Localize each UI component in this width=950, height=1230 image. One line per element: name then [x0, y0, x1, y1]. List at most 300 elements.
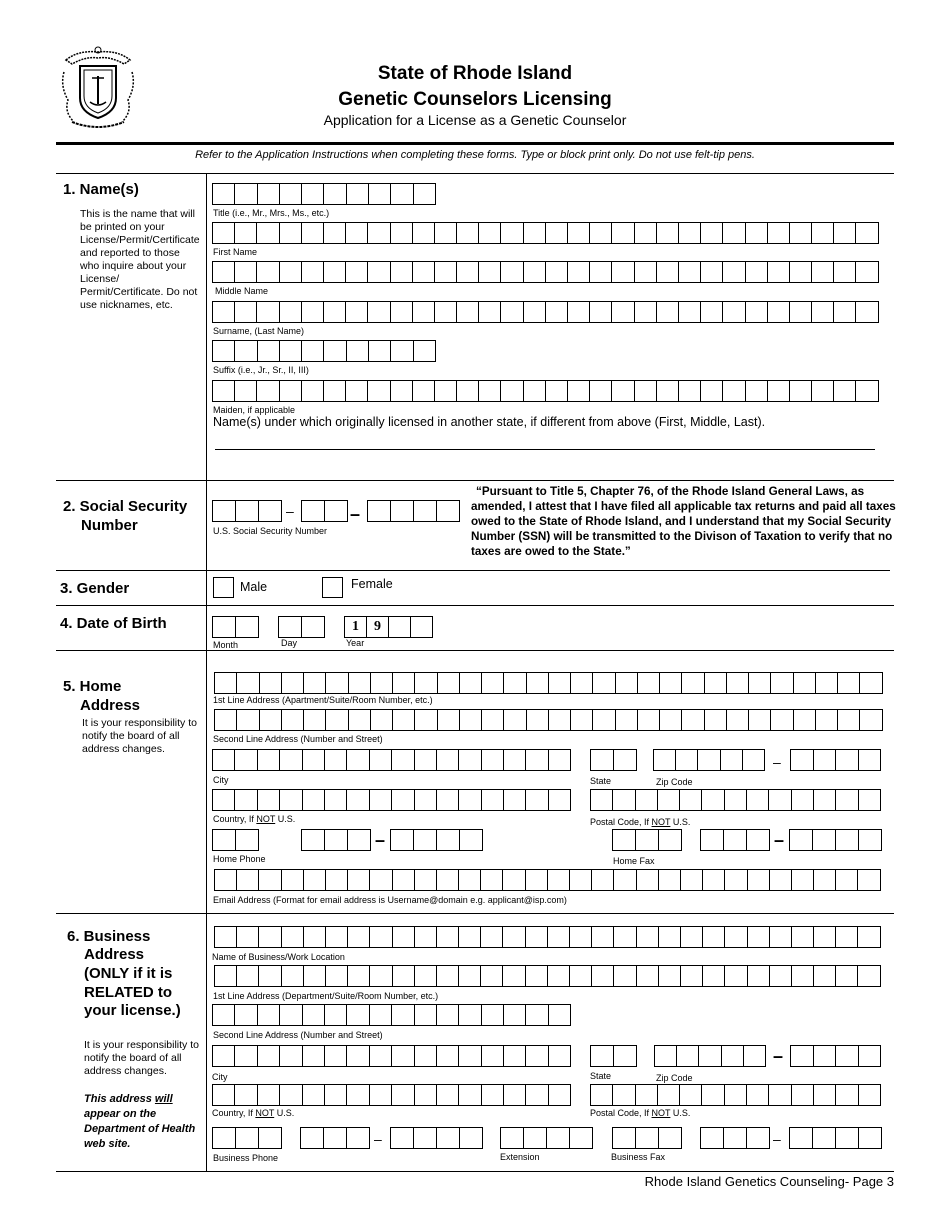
input-box[interactable] [324, 1045, 347, 1067]
input-box[interactable] [458, 1084, 481, 1106]
input-box[interactable] [235, 616, 259, 638]
input-box[interactable] [324, 1004, 347, 1026]
input-box[interactable] [234, 380, 257, 402]
input-box[interactable] [835, 1045, 859, 1067]
input-box[interactable] [700, 829, 724, 851]
input-box[interactable] [656, 301, 679, 323]
home-phone-line-input[interactable] [390, 829, 483, 851]
input-box[interactable] [612, 1127, 636, 1149]
input-box[interactable] [745, 301, 768, 323]
input-box[interactable] [548, 789, 571, 811]
input-box[interactable] [523, 380, 546, 402]
input-box[interactable] [234, 1084, 257, 1106]
input-box[interactable] [525, 1084, 548, 1106]
input-box[interactable] [547, 869, 570, 891]
input-box[interactable] [611, 261, 634, 283]
input-box[interactable] [793, 709, 816, 731]
input-box[interactable] [456, 261, 479, 283]
input-box[interactable] [480, 869, 503, 891]
input-box[interactable] [635, 829, 659, 851]
business-phone-line-input[interactable] [390, 1127, 483, 1149]
input-box[interactable] [234, 261, 257, 283]
input-box[interactable] [390, 222, 413, 244]
input-box[interactable] [279, 1084, 302, 1106]
input-box[interactable] [324, 789, 347, 811]
input-box[interactable] [813, 1045, 837, 1067]
input-box[interactable] [212, 829, 236, 851]
input-box[interactable] [833, 380, 856, 402]
input-box[interactable] [281, 926, 304, 948]
input-box[interactable] [835, 789, 858, 811]
input-box[interactable] [436, 829, 460, 851]
input-box[interactable] [589, 261, 612, 283]
input-box[interactable] [769, 965, 792, 987]
input-box[interactable] [723, 1127, 747, 1149]
input-box[interactable] [813, 965, 836, 987]
input-box[interactable] [436, 749, 459, 771]
input-box[interactable] [303, 965, 326, 987]
input-box[interactable] [301, 616, 325, 638]
business-city-input[interactable] [212, 1045, 571, 1067]
input-box[interactable] [413, 829, 437, 851]
input-box[interactable] [212, 500, 236, 522]
input-box[interactable] [258, 869, 281, 891]
input-box[interactable] [324, 1084, 347, 1106]
business-phone-prefix-input[interactable] [300, 1127, 370, 1149]
input-box[interactable] [458, 789, 481, 811]
input-box[interactable] [789, 1127, 813, 1149]
input-box[interactable] [369, 1084, 392, 1106]
input-box[interactable] [324, 829, 348, 851]
input-box[interactable] [681, 709, 704, 731]
input-box[interactable] [257, 749, 280, 771]
input-box[interactable] [545, 222, 568, 244]
input-box[interactable] [523, 1127, 547, 1149]
input-box[interactable] [302, 1045, 325, 1067]
input-box[interactable] [281, 709, 304, 731]
input-box[interactable] [323, 261, 346, 283]
input-box[interactable] [545, 261, 568, 283]
input-box[interactable] [214, 965, 237, 987]
input-box[interactable] [279, 222, 302, 244]
input-box[interactable] [502, 965, 525, 987]
input-box[interactable] [590, 749, 614, 771]
input-box[interactable] [679, 1084, 702, 1106]
input-box[interactable] [481, 789, 504, 811]
input-box[interactable] [567, 301, 590, 323]
input-box[interactable] [436, 1127, 460, 1149]
birth-month-input[interactable] [212, 616, 259, 638]
input-box[interactable] [653, 749, 676, 771]
input-box[interactable] [525, 965, 548, 987]
business-line1-input[interactable] [214, 965, 881, 987]
input-box[interactable] [858, 829, 882, 851]
input-box[interactable] [369, 789, 392, 811]
input-box[interactable] [657, 1084, 680, 1106]
input-box[interactable] [348, 672, 371, 694]
input-box[interactable] [636, 926, 659, 948]
input-box[interactable] [478, 222, 501, 244]
input-box[interactable] [811, 261, 834, 283]
input-box[interactable] [767, 301, 790, 323]
input-box[interactable] [590, 1084, 613, 1106]
input-box[interactable] [634, 261, 657, 283]
input-box[interactable] [346, 789, 369, 811]
first-name-input[interactable] [212, 222, 879, 244]
input-box[interactable] [742, 749, 765, 771]
input-box[interactable] [678, 261, 701, 283]
input-box[interactable] [212, 301, 235, 323]
input-box[interactable] [791, 926, 814, 948]
input-box[interactable] [212, 380, 235, 402]
input-box[interactable] [835, 1127, 859, 1149]
input-box[interactable] [833, 222, 856, 244]
input-box[interactable] [700, 261, 723, 283]
input-box[interactable] [392, 965, 415, 987]
input-box[interactable] [858, 1084, 881, 1106]
input-box[interactable] [392, 672, 415, 694]
business-fax-line-input[interactable] [789, 1127, 882, 1149]
input-box[interactable] [590, 789, 613, 811]
home-country-input[interactable] [212, 789, 571, 811]
input-box[interactable] [390, 301, 413, 323]
input-box[interactable] [745, 380, 768, 402]
input-box[interactable] [679, 789, 702, 811]
input-box[interactable] [214, 672, 237, 694]
input-box[interactable] [658, 829, 682, 851]
input-box[interactable] [523, 261, 546, 283]
input-box[interactable] [634, 222, 657, 244]
input-box[interactable] [390, 380, 413, 402]
input-box[interactable] [526, 672, 549, 694]
input-box[interactable] [659, 709, 682, 731]
input-box[interactable] [790, 1045, 814, 1067]
input-box[interactable] [458, 869, 481, 891]
input-box[interactable] [323, 380, 346, 402]
input-box[interactable] [702, 926, 725, 948]
home-line2-input[interactable] [214, 709, 883, 731]
input-box[interactable] [279, 261, 302, 283]
input-box[interactable] [214, 709, 237, 731]
input-box[interactable] [611, 301, 634, 323]
input-box[interactable] [722, 380, 745, 402]
input-box[interactable] [212, 1004, 235, 1026]
input-box[interactable] [654, 1045, 677, 1067]
input-box[interactable] [701, 789, 724, 811]
input-box[interactable] [258, 1127, 282, 1149]
input-box[interactable] [212, 1084, 235, 1106]
input-box[interactable] [301, 261, 324, 283]
input-box[interactable] [281, 869, 304, 891]
input-box[interactable] [302, 1004, 325, 1026]
input-box[interactable] [857, 869, 880, 891]
input-box[interactable] [747, 926, 770, 948]
input-box[interactable] [813, 1084, 836, 1106]
input-box[interactable] [770, 709, 793, 731]
business-postal-input[interactable] [590, 1084, 881, 1106]
input-box[interactable] [256, 301, 279, 323]
input-box[interactable] [459, 672, 482, 694]
input-box[interactable] [835, 829, 859, 851]
input-box[interactable] [414, 926, 437, 948]
input-box[interactable] [567, 380, 590, 402]
input-box[interactable] [545, 380, 568, 402]
input-box[interactable] [212, 222, 235, 244]
input-box[interactable] [456, 222, 479, 244]
input-box[interactable] [698, 1045, 721, 1067]
input-box[interactable] [258, 965, 281, 987]
input-box[interactable] [258, 926, 281, 948]
ssn-part3-input[interactable] [367, 500, 460, 522]
input-box[interactable] [390, 183, 413, 205]
ssn-part1-input[interactable] [212, 500, 282, 522]
input-box[interactable] [613, 1045, 637, 1067]
input-box[interactable] [811, 380, 834, 402]
input-box[interactable] [481, 1004, 504, 1026]
input-box[interactable] [345, 222, 368, 244]
input-box[interactable] [615, 709, 638, 731]
business-fax-prefix-input[interactable] [700, 1127, 770, 1149]
input-box[interactable] [789, 301, 812, 323]
input-box[interactable] [414, 1045, 437, 1067]
input-box[interactable] [392, 869, 415, 891]
input-box[interactable] [346, 183, 369, 205]
input-box[interactable] [481, 1045, 504, 1067]
input-box[interactable] [592, 672, 615, 694]
input-box[interactable] [212, 1127, 236, 1149]
business-state-input[interactable] [590, 1045, 637, 1067]
input-box[interactable] [611, 380, 634, 402]
input-box[interactable] [390, 500, 414, 522]
input-box[interactable] [212, 183, 235, 205]
input-box[interactable] [833, 301, 856, 323]
input-box[interactable] [434, 261, 457, 283]
input-box[interactable] [323, 222, 346, 244]
input-box[interactable] [303, 709, 326, 731]
home-zip-input[interactable] [653, 749, 765, 771]
input-box[interactable] [702, 869, 725, 891]
input-box[interactable] [414, 1004, 437, 1026]
input-box[interactable] [793, 672, 816, 694]
input-box[interactable] [257, 340, 280, 362]
input-box[interactable] [500, 261, 523, 283]
input-box[interactable] [789, 380, 812, 402]
input-box[interactable] [701, 1084, 724, 1106]
input-box[interactable] [503, 749, 526, 771]
input-box[interactable] [720, 749, 743, 771]
input-box[interactable] [436, 869, 459, 891]
input-box[interactable] [813, 789, 836, 811]
input-box[interactable] [346, 1045, 369, 1067]
input-box[interactable] [548, 1004, 571, 1026]
input-box[interactable] [615, 672, 638, 694]
business-phone-area-input[interactable] [212, 1127, 282, 1149]
input-box[interactable] [659, 672, 682, 694]
input-box[interactable] [325, 965, 348, 987]
birth-day-input[interactable] [278, 616, 325, 638]
input-box[interactable] [613, 749, 637, 771]
input-box[interactable] [236, 965, 259, 987]
input-box[interactable] [747, 869, 770, 891]
input-box[interactable] [481, 709, 504, 731]
input-box[interactable] [724, 926, 747, 948]
input-box[interactable] [458, 749, 481, 771]
input-box[interactable] [678, 222, 701, 244]
input-box[interactable] [391, 789, 414, 811]
input-box[interactable] [656, 261, 679, 283]
input-box[interactable] [256, 222, 279, 244]
input-box[interactable] [724, 789, 747, 811]
input-box[interactable] [767, 380, 790, 402]
input-box[interactable] [279, 789, 302, 811]
input-box[interactable] [325, 926, 348, 948]
input-box[interactable] [458, 1045, 481, 1067]
input-box[interactable] [481, 1084, 504, 1106]
input-box[interactable] [369, 1045, 392, 1067]
input-box[interactable] [745, 222, 768, 244]
input-box[interactable] [768, 789, 791, 811]
input-box[interactable] [835, 926, 858, 948]
input-box[interactable] [414, 965, 437, 987]
input-box[interactable] [392, 926, 415, 948]
input-box[interactable] [256, 261, 279, 283]
input-box[interactable] [813, 869, 836, 891]
input-box[interactable] [434, 380, 457, 402]
input-box[interactable] [434, 222, 457, 244]
input-box[interactable] [234, 1045, 257, 1067]
input-box[interactable] [835, 749, 859, 771]
input-box[interactable] [390, 261, 413, 283]
input-box[interactable] [478, 301, 501, 323]
male-checkbox[interactable] [213, 577, 234, 598]
input-box[interactable] [591, 965, 614, 987]
input-box[interactable] [414, 789, 437, 811]
input-box[interactable] [547, 926, 570, 948]
input-box[interactable] [413, 1127, 437, 1149]
email-input[interactable] [214, 869, 881, 891]
home-line1-input[interactable] [214, 672, 883, 694]
input-box[interactable] [858, 789, 881, 811]
input-box[interactable] [681, 672, 704, 694]
input-box[interactable] [214, 869, 237, 891]
input-box[interactable] [570, 709, 593, 731]
input-box[interactable] [548, 749, 571, 771]
input-box[interactable] [523, 222, 546, 244]
input-box[interactable] [547, 965, 570, 987]
input-box[interactable] [369, 869, 392, 891]
input-box[interactable] [500, 380, 523, 402]
input-box[interactable] [414, 869, 437, 891]
input-box[interactable] [767, 222, 790, 244]
input-box[interactable] [525, 869, 548, 891]
input-box[interactable] [680, 965, 703, 987]
input-box[interactable] [835, 965, 858, 987]
input-box[interactable] [346, 1004, 369, 1026]
input-box[interactable] [235, 829, 259, 851]
input-box[interactable] [500, 301, 523, 323]
input-box[interactable] [234, 340, 257, 362]
input-box[interactable] [369, 926, 392, 948]
input-box[interactable] [436, 1084, 459, 1106]
input-box[interactable] [503, 1084, 526, 1106]
input-box[interactable] [746, 789, 769, 811]
input-box[interactable] [656, 380, 679, 402]
input-box[interactable] [278, 616, 302, 638]
input-box[interactable] [367, 261, 390, 283]
input-box[interactable] [436, 500, 460, 522]
input-box[interactable] [324, 500, 348, 522]
input-box[interactable] [815, 672, 838, 694]
input-box[interactable] [835, 1084, 858, 1106]
input-box[interactable] [548, 709, 571, 731]
input-box[interactable] [525, 1045, 548, 1067]
input-box[interactable] [234, 749, 257, 771]
input-box[interactable] [634, 380, 657, 402]
input-box[interactable] [613, 965, 636, 987]
input-box[interactable] [323, 340, 346, 362]
input-box[interactable] [303, 869, 326, 891]
input-box[interactable] [592, 709, 615, 731]
input-box[interactable] [301, 301, 324, 323]
original-license-name-line[interactable] [215, 449, 875, 450]
home-zip-ext-input[interactable] [790, 749, 881, 771]
input-box[interactable] [367, 301, 390, 323]
input-box[interactable] [436, 789, 459, 811]
home-state-input[interactable] [590, 749, 637, 771]
home-phone-prefix-input[interactable] [301, 829, 371, 851]
input-box[interactable] [724, 1084, 747, 1106]
input-box[interactable] [503, 1045, 526, 1067]
input-box[interactable] [301, 829, 325, 851]
input-box[interactable] [858, 1045, 882, 1067]
input-box[interactable] [279, 1045, 302, 1067]
input-box[interactable] [456, 301, 479, 323]
input-box[interactable] [391, 749, 414, 771]
input-box[interactable] [704, 709, 727, 731]
input-box[interactable] [589, 301, 612, 323]
input-box[interactable] [503, 1004, 526, 1026]
input-box[interactable] [369, 965, 392, 987]
input-box[interactable] [390, 829, 414, 851]
input-box[interactable] [390, 1127, 414, 1149]
input-box[interactable] [855, 261, 878, 283]
input-box[interactable] [434, 301, 457, 323]
input-box[interactable] [591, 926, 614, 948]
input-box[interactable] [323, 1127, 347, 1149]
input-box[interactable] [724, 965, 747, 987]
input-box[interactable] [437, 672, 460, 694]
home-fax-prefix-input[interactable] [700, 829, 770, 851]
input-box[interactable] [837, 709, 860, 731]
input-box[interactable] [412, 222, 435, 244]
input-box[interactable] [436, 965, 459, 987]
input-box[interactable] [746, 1084, 769, 1106]
input-box[interactable] [234, 1004, 257, 1026]
input-box[interactable] [855, 380, 878, 402]
input-box[interactable] [212, 1045, 235, 1067]
home-city-input[interactable] [212, 749, 571, 771]
input-box[interactable] [481, 749, 504, 771]
input-box[interactable] [414, 709, 437, 731]
input-box[interactable] [325, 672, 348, 694]
input-box[interactable] [770, 672, 793, 694]
input-box[interactable] [214, 926, 237, 948]
input-box[interactable] [503, 709, 526, 731]
input-box[interactable] [500, 1127, 524, 1149]
input-box[interactable] [545, 301, 568, 323]
input-box[interactable] [637, 709, 660, 731]
maiden-name-input[interactable] [212, 380, 879, 402]
